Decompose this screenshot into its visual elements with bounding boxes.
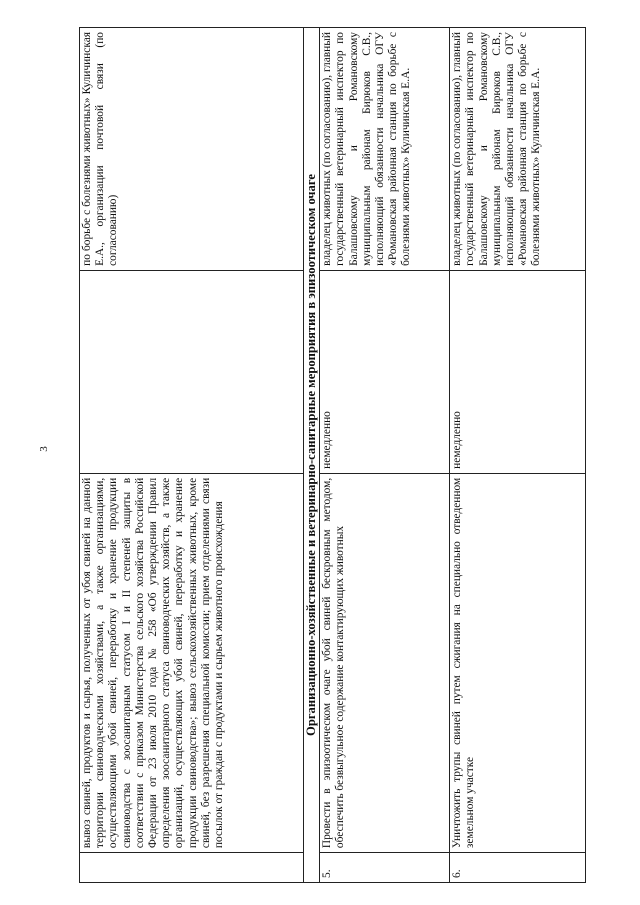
page-number: 3 bbox=[37, 446, 50, 452]
term-cell: немедленно bbox=[320, 270, 450, 473]
measures-table bbox=[79, 27, 586, 883]
term-cell: немедленно bbox=[450, 270, 586, 473]
responsible-cell: по борьбе с болезнями животных» Куличинская Е.А., организации почтовой связи (по согласованию) bbox=[80, 28, 304, 271]
row-number-cell bbox=[80, 853, 304, 883]
row-number-cell: 6. bbox=[450, 853, 586, 883]
term-cell bbox=[80, 270, 304, 473]
table-row bbox=[450, 28, 586, 883]
table-row bbox=[80, 28, 304, 883]
table-row bbox=[320, 28, 450, 883]
responsible-cell: владелец животных (по согласованию), главный государственный ветеринарный инспектор по Балашовскому и Романовскому муниципальным районам Бирюков С.В., исполняющий обязанности начальника ОГУ «Романовская районная станция по борьбе с болезнями животных» Куличинская Е.А. bbox=[320, 28, 450, 271]
section-title: Организационно-хозяйственные и ветеринарно-санитарные мероприятия в эпизоотическом очаге bbox=[304, 28, 320, 883]
action-cell: Провести в эпизоотическом очаге убой свиней бескровным методом, обеспечить безвыгульное содержание контактирующих животных bbox=[320, 473, 450, 852]
action-cell: вывоз свиней, продуктов и сырья, полученных от убоя свиней на данной территории свиноводческими хозяйствами, а также организациями, осуществляющими убой свиней, переработку и хранение продукции свиноводства с зоосанитарным статусом I и II степеней защиты в соответствии с приказом Министерства сельского хозяйства Российской Федерации от 23 июля 2010 года № 258 «Об утверждении Правил определения зоосанитарного статуса свиноводческих хозяйств, а также организаций, осуществляющих убой свиней, переработку и хранение продукции свиноводства»; вывоз сельскохозяйственных животных, кроме свиней, без разрешения специальной комиссии; прием отделениями связи посылок от граждан с продуктами и сырьем животного происхождения bbox=[80, 473, 304, 852]
row-number-cell: 5. bbox=[320, 853, 450, 883]
section-row bbox=[304, 28, 320, 883]
action-cell: Уничтожить трупы свиней путем сжигания на специально отведенном земельном участке bbox=[450, 473, 586, 852]
responsible-cell: владелец животных (по согласованию), главный государственный ветеринарный инспектор по Балашовскому и Романовскому муниципальным районам Бирюков С.В., исполняющий обязанности начальника ОГУ «Романовская районная станция по борьбе с болезнями животных» Куличинская Е.А. bbox=[450, 28, 586, 271]
